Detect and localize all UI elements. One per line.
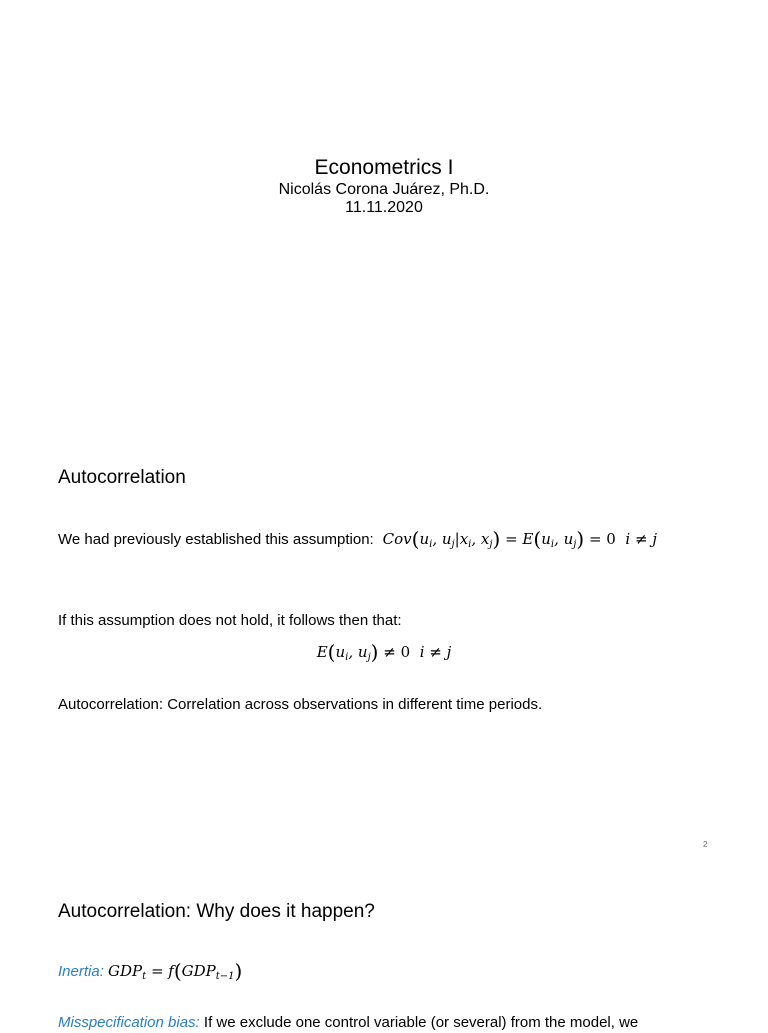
author-name: Nicolás Corona Juárez, Ph.D. [278,181,490,198]
section-heading-why: Autocorrelation: Why does it happen? [58,901,375,922]
assumption-text: We had previously established this assumption: [58,531,374,548]
page-number: 2 [703,840,708,849]
document-title: Econometrics I [314,156,454,179]
not-hold-text: If this assumption does not hold, it follows then that: [58,612,402,629]
covariance-equation: $Cov(u_i$, $u_j|x_i$, $x_j) = E(u_i$, $u_j) = 0$ i ≠ j [377,527,657,551]
autocorrelation-definition: Autocorrelation: Correlation across observations in different time periods. [58,696,543,713]
inertia-label: Inertia: [58,963,104,980]
document-date: 11.11.2020 [345,199,423,216]
assumption-line [58,529,657,550]
misspecification-line [58,1013,638,1033]
inertia-line [58,961,242,982]
misspecification-text: If we exclude one control variable (or several) from the model, we [199,1014,639,1031]
expectation-inequality: $E(u_i$, $u_j) \ne 0$ i ≠ j [316,640,452,664]
inertia-equation: $GDP_t = f(GDP_{t-1})$ [108,959,243,983]
misspecification-label: Misspecification bias: [58,1014,200,1031]
section-heading-autocorrelation: Autocorrelation [58,467,186,488]
